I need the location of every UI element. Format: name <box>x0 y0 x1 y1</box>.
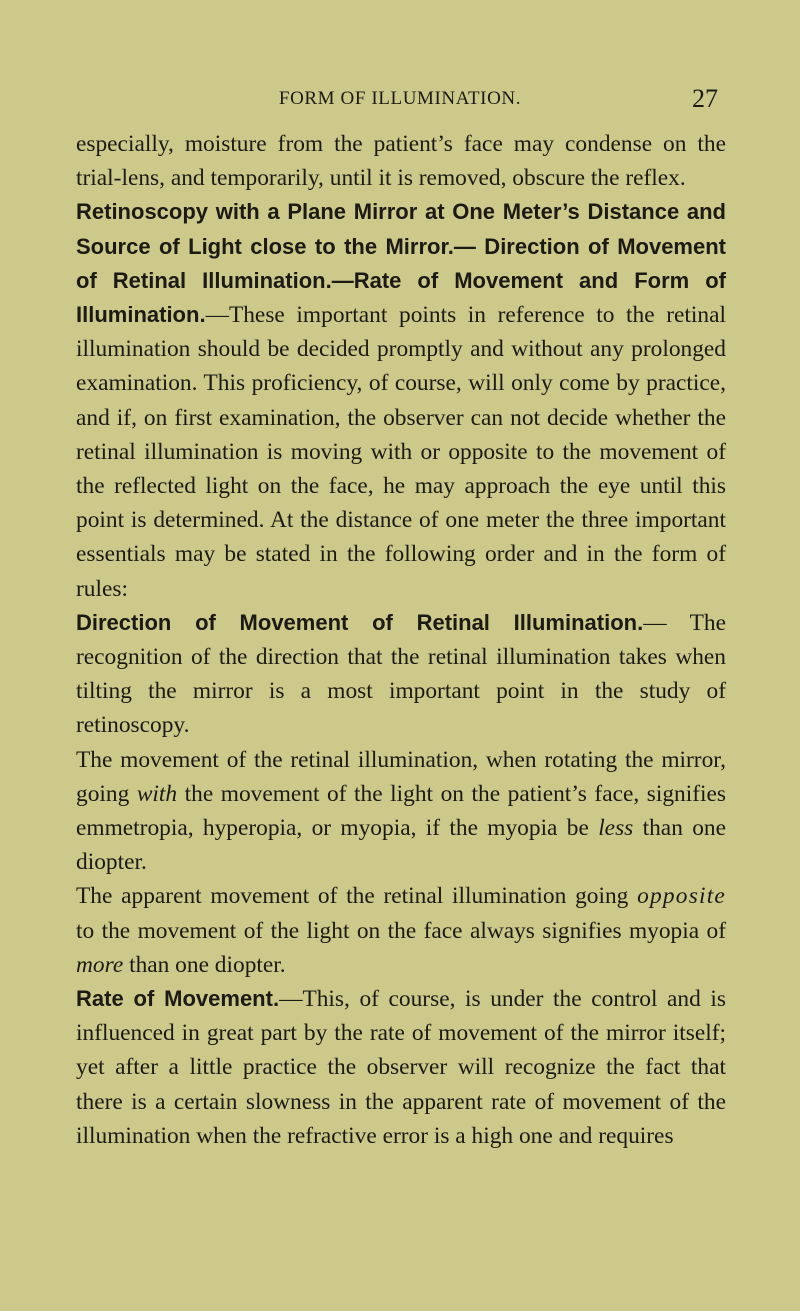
emphasis: more <box>76 951 124 978</box>
section-heading: Direction of Movement of Retinal Illumination. <box>76 609 644 635</box>
paragraph-text: especially, moisture from the patient’s face may condense on the trial-lens, and temporarily, until it is removed, obscure the reflex. <box>76 131 726 192</box>
paragraph-text: to the movement of the light on the face always signifies myopia of <box>76 917 726 944</box>
paragraph-text: —These important points in reference to the retinal illumination should be decided promptly and without any prolonged examination. This proficiency, of course, will only come by practice, and if, on first examination, the observer can not decide whether the retinal illumination is moving with or opposite to the movement of the reflected light on the face, he may approach the eye until this point is determined. At the distance of one meter the three important essentials may be stated in the following order and in the form of rules: <box>76 302 726 602</box>
paragraph-text: than one diopter. <box>76 815 726 876</box>
emphasis: opposite <box>637 883 726 910</box>
page-number: 27 <box>692 84 718 113</box>
body-text <box>76 127 726 1153</box>
paragraph <box>76 195 726 605</box>
running-head <box>0 86 800 116</box>
paragraph-text: than one diopter. <box>123 951 286 978</box>
paragraph-text: the movement of the light on the patient’s face, signifies emmetropia, hyperopia, or myopia, if the myopia be <box>76 780 726 842</box>
paragraph-text: —This, of course, is under the control and is influenced in great part by the rate of movement of the mirror itself; yet after a little practice the observer will recognize the fact that there is a certain slowness in the apparent rate of movement of the illumination when the refractive error is a high one and requires <box>76 986 726 1149</box>
section-heading: Rate of Movement. <box>76 986 280 1012</box>
paragraph <box>76 127 726 195</box>
paragraph <box>76 606 726 743</box>
paragraph <box>76 982 726 1153</box>
paragraph-text: The movement of the retinal illumination, when rotating the mirror, going <box>76 746 726 807</box>
paragraph <box>76 743 726 880</box>
paragraph-text: — The recognition of the direction that the retinal illumination takes when tilting the mirror is a most important point in the study of retinoscopy. <box>76 609 726 739</box>
paragraph-text: The apparent movement of the retinal illumination going <box>76 883 638 910</box>
emphasis: with <box>136 780 178 807</box>
section-heading: Retinoscopy with a Plane Mirror at One Meter’s Distance and Source of Light close to the Mirror.— Direction of Movement of Retinal Illumination.—Rate of Movement and Form of Illumination. <box>76 199 726 328</box>
emphasis: less <box>598 815 634 842</box>
running-title: FORM OF ILLUMINATION. <box>278 88 522 109</box>
paragraph <box>76 879 726 982</box>
